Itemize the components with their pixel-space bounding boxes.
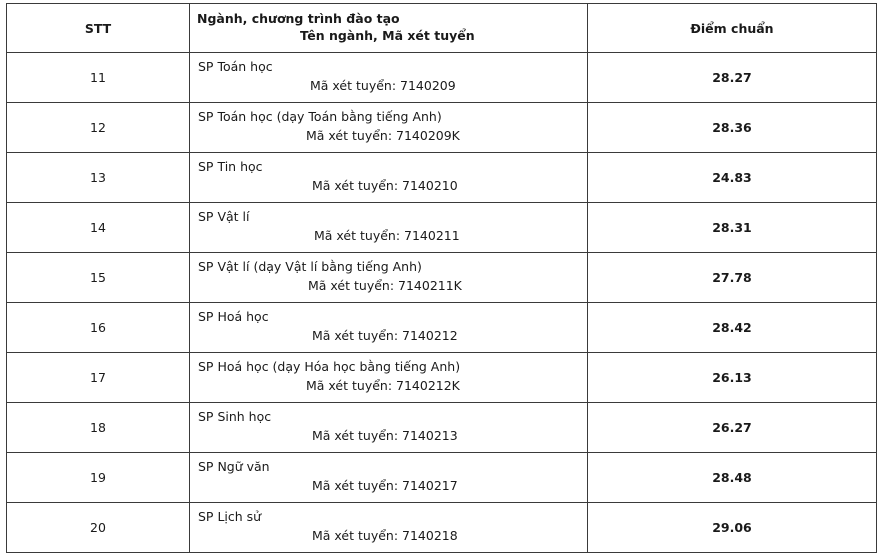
row-stt: 11 — [7, 53, 190, 103]
program-name: SP Hoá học — [198, 309, 269, 324]
admission-score-table — [6, 3, 877, 553]
row-score: 29.06 — [588, 503, 877, 553]
program-name: SP Vật lí (dạy Vật lí bằng tiếng Anh) — [198, 259, 422, 274]
table-row — [7, 353, 877, 403]
program-code: Mã xét tuyển: 7140210 — [312, 178, 458, 193]
row-stt: 13 — [7, 153, 190, 203]
row-program — [190, 103, 588, 153]
table-row — [7, 453, 877, 503]
program-name: SP Sinh học — [198, 409, 272, 424]
table-row — [7, 103, 877, 153]
program-name: SP Ngữ văn — [198, 459, 270, 474]
table-row — [7, 503, 877, 553]
row-program — [190, 453, 588, 503]
row-stt: 15 — [7, 253, 190, 303]
table-row — [7, 153, 877, 203]
row-program — [190, 153, 588, 203]
row-score: 28.27 — [588, 53, 877, 103]
row-program — [190, 353, 588, 403]
row-score: 27.78 — [588, 253, 877, 303]
row-stt: 16 — [7, 303, 190, 353]
program-name: SP Hoá học (dạy Hóa học bằng tiếng Anh) — [198, 359, 461, 374]
row-program — [190, 503, 588, 553]
header-stt: STT — [7, 4, 190, 53]
row-program — [190, 303, 588, 353]
row-score: 24.83 — [588, 153, 877, 203]
program-code: Mã xét tuyển: 7140218 — [312, 528, 458, 543]
program-code: Mã xét tuyển: 7140217 — [312, 478, 458, 493]
program-name: SP Tin học — [198, 159, 263, 174]
table-header-row — [7, 4, 877, 53]
table-row — [7, 303, 877, 353]
row-score: 28.31 — [588, 203, 877, 253]
table-row — [7, 203, 877, 253]
program-code: Mã xét tuyển: 7140211 — [314, 228, 460, 243]
row-score: 28.48 — [588, 453, 877, 503]
row-score: 28.36 — [588, 103, 877, 153]
row-stt: 12 — [7, 103, 190, 153]
row-stt: 18 — [7, 403, 190, 453]
row-program — [190, 53, 588, 103]
row-stt: 14 — [7, 203, 190, 253]
program-code: Mã xét tuyển: 7140209 — [310, 78, 456, 93]
program-name: SP Toán học — [198, 59, 273, 74]
header-program — [190, 4, 588, 53]
program-name: SP Toán học (dạy Toán bằng tiếng Anh) — [198, 109, 442, 124]
row-stt: 17 — [7, 353, 190, 403]
program-code: Mã xét tuyển: 7140213 — [312, 428, 458, 443]
program-code: Mã xét tuyển: 7140212K — [306, 378, 460, 393]
header-score: Điểm chuẩn — [588, 4, 877, 53]
row-program — [190, 203, 588, 253]
row-program — [190, 403, 588, 453]
header-program-line1: Ngành, chương trình đào tạo — [197, 11, 400, 26]
row-score: 26.27 — [588, 403, 877, 453]
header-program-line2: Tên ngành, Mã xét tuyển — [300, 28, 475, 43]
table-row — [7, 253, 877, 303]
program-name: SP Vật lí — [198, 209, 250, 224]
table-row — [7, 53, 877, 103]
row-program — [190, 253, 588, 303]
row-score: 26.13 — [588, 353, 877, 403]
row-stt: 19 — [7, 453, 190, 503]
table-row — [7, 403, 877, 453]
row-stt: 20 — [7, 503, 190, 553]
row-score: 28.42 — [588, 303, 877, 353]
program-code: Mã xét tuyển: 7140211K — [308, 278, 462, 293]
program-code: Mã xét tuyển: 7140209K — [306, 128, 460, 143]
program-code: Mã xét tuyển: 7140212 — [312, 328, 458, 343]
program-name: SP Lịch sử — [198, 509, 262, 524]
